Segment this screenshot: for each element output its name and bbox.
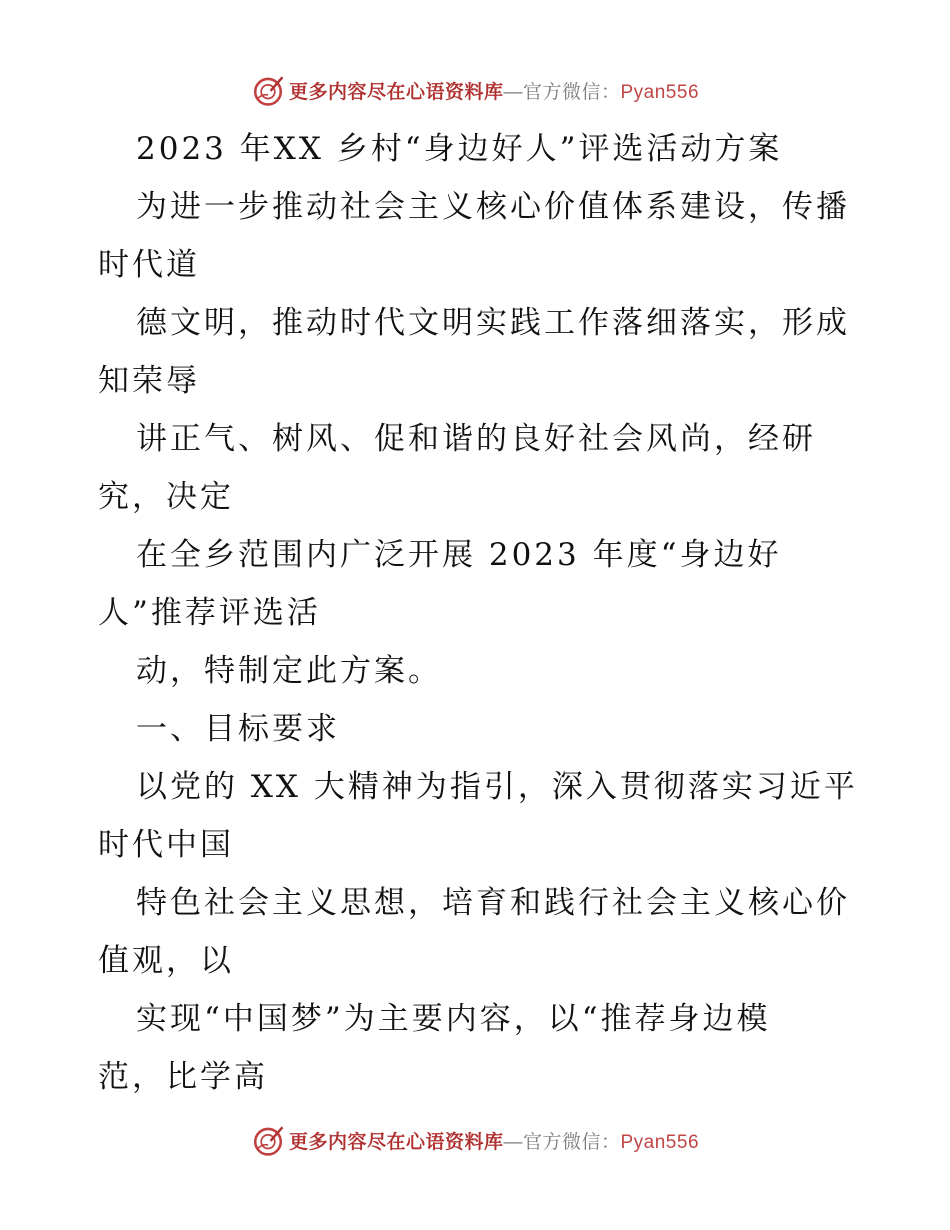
text-line: 时代道 — [98, 247, 200, 283]
text-line: 在全乡范围内广泛开展 2023 年度“身边好 — [136, 537, 782, 573]
watermark-wechat-label: 官方微信： — [522, 81, 621, 103]
header-watermark — [0, 68, 950, 112]
watermark-text — [289, 77, 699, 104]
watermark-wechat-label: 官方微信： — [522, 1131, 621, 1153]
logo-icon — [251, 73, 285, 107]
text-line: 知荣辱 — [98, 363, 200, 399]
watermark-text — [289, 1127, 699, 1154]
watermark-wechat-id: Pyan556 — [620, 1131, 700, 1153]
logo-icon — [251, 1123, 285, 1157]
text-line: 讲正气、树风、促和谐的良好社会风尚，经研 — [136, 421, 816, 457]
text-line: 为进一步推动社会主义核心价值体系建设，传播 — [136, 189, 850, 225]
text-line: 德文明，推动时代文明实践工作落细落实，形成 — [136, 305, 850, 341]
footer-watermark — [0, 1118, 950, 1162]
text-line: 究，决定 — [98, 479, 234, 515]
watermark-wechat-id: Pyan556 — [620, 81, 700, 103]
text-line: 实现“中国梦”为主要内容，以“推荐身边模 — [136, 1001, 771, 1037]
text-line: 人”推荐评选活 — [98, 595, 321, 631]
text-line: 范，比学高 — [98, 1059, 268, 1095]
text-line: 动，特制定此方案。 — [136, 653, 442, 689]
text-line: 以党的 XX 大精神为指引，深入贯彻落实习近平 — [136, 769, 858, 805]
watermark-separator: — — [503, 1131, 523, 1153]
text-line: 值观，以 — [98, 943, 234, 979]
document-title: 2023 年XX 乡村“身边好人”评选活动方案 — [136, 131, 783, 167]
watermark-separator: — — [503, 81, 523, 103]
watermark-site: 更多内容尽在心语资料库 — [288, 81, 504, 103]
section-heading: 一、目标要求 — [136, 711, 340, 747]
document-body — [98, 120, 858, 1106]
watermark-site: 更多内容尽在心语资料库 — [288, 1131, 504, 1153]
text-line: 时代中国 — [98, 827, 234, 863]
text-line: 特色社会主义思想，培育和践行社会主义核心价 — [136, 885, 850, 921]
